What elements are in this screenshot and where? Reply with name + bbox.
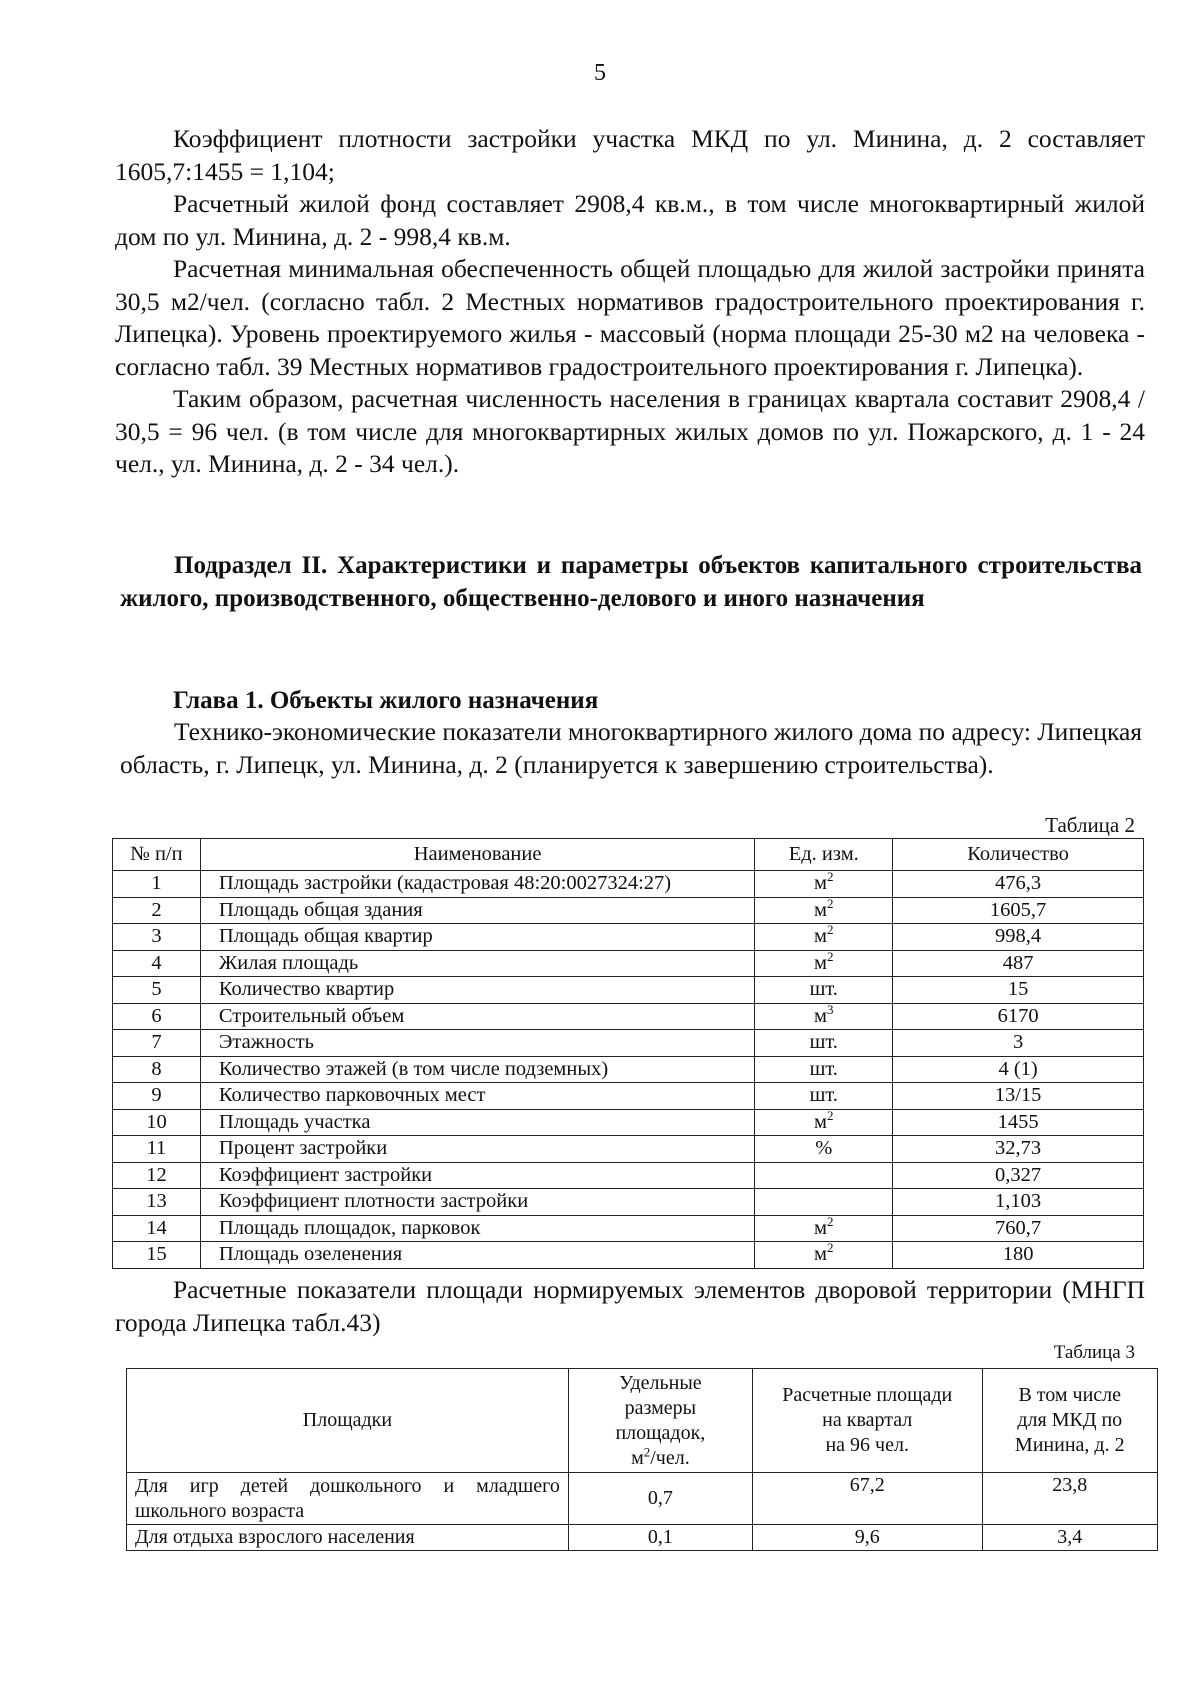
table-row — [113, 1162, 1144, 1189]
row-name: Коэффициент застройки — [200, 1162, 754, 1189]
table-row — [127, 1473, 1158, 1525]
row-number: 5 — [113, 977, 201, 1004]
row-quantity: 6170 — [893, 1003, 1144, 1030]
table-row — [127, 1525, 1158, 1551]
row-unit: $м^3$ — [755, 1003, 893, 1030]
row-quantity: 3 — [893, 1030, 1144, 1057]
row-unit: шт. — [755, 977, 893, 1004]
table-row — [113, 950, 1144, 977]
row-unit — [755, 1162, 893, 1189]
row-number: 3 — [113, 924, 201, 951]
row-number: 15 — [113, 1242, 201, 1269]
row-quantity: 13/15 — [893, 1083, 1144, 1110]
row-quantity: 0,327 — [893, 1162, 1144, 1189]
row-name: Строительный объем — [200, 1003, 754, 1030]
table-3 — [126, 1368, 1158, 1551]
table-row — [113, 1136, 1144, 1163]
row-number: 6 — [113, 1003, 201, 1030]
row-number: 7 — [113, 1030, 201, 1057]
row-unit: $м^2$ — [755, 871, 893, 898]
row-size: 0,7 — [568, 1473, 752, 1525]
row-size: 0,1 — [568, 1525, 752, 1551]
row-quantity: 476,3 — [893, 871, 1144, 898]
row-name: Для игр детей дошкольного и младшего школьного возраста — [127, 1473, 569, 1525]
row-number: 9 — [113, 1083, 201, 1110]
row-name: Количество этажей (в том числе подземных) — [200, 1056, 754, 1083]
row-unit: $м^2$ — [755, 924, 893, 951]
row-name: Площадь участка — [200, 1109, 754, 1136]
row-number: 2 — [113, 897, 201, 924]
row-unit: шт. — [755, 1083, 893, 1110]
row-name: Площадь площадок, парковок — [200, 1215, 754, 1242]
table-header-row — [113, 839, 1144, 871]
column-header-quantity: Количество — [893, 839, 1144, 871]
table-row — [113, 1215, 1144, 1242]
row-name: Площадь озеленения — [200, 1242, 754, 1269]
row-unit: $м^2$ — [755, 1242, 893, 1269]
table-2-caption: Таблица 2 — [1045, 813, 1135, 837]
row-mkd: 3,4 — [982, 1525, 1157, 1551]
table-header-row — [127, 1369, 1158, 1473]
paragraph-housing-fund: Расчетный жилой фонд составляет 2908,4 кв.м., в том числе многоквартирный жилой дом по ул. Минина, д. 2 - 998,4 кв.м. — [115, 189, 1145, 251]
row-name: Жилая площадь — [200, 950, 754, 977]
row-quantity: 1455 — [893, 1109, 1144, 1136]
table-row — [113, 871, 1144, 898]
column-header-specific-size: Удельные размеры площадок, $м^2$/чел. — [568, 1369, 752, 1473]
row-number: 10 — [113, 1109, 201, 1136]
row-number: 4 — [113, 950, 201, 977]
row-quantity: 1,103 — [893, 1189, 1144, 1216]
table-row — [113, 1003, 1144, 1030]
row-number: 8 — [113, 1056, 201, 1083]
row-quantity: 760,7 — [893, 1215, 1144, 1242]
table-row — [113, 1083, 1144, 1110]
row-number: 1 — [113, 871, 201, 898]
table-row — [113, 977, 1144, 1004]
table-row — [113, 1056, 1144, 1083]
table-row — [113, 1109, 1144, 1136]
column-header-playgrounds: Площадки — [127, 1369, 569, 1473]
column-header-quarter-area: Расчетные площади на квартал на 96 чел. — [752, 1369, 982, 1473]
table-3-caption: Таблица 3 — [1053, 1342, 1135, 1363]
paragraph-tep-intro: Технико-экономические показатели многоквартирного жилого дома по адресу: Липецкая область, г. Липецк, ул. Минина, д. 2 (планируется к завершению строительства). — [120, 717, 1142, 779]
row-quantity: 15 — [893, 977, 1144, 1004]
row-unit: $м^2$ — [755, 1215, 893, 1242]
row-name: Количество парковочных мест — [200, 1083, 754, 1110]
intro-text — [120, 716, 1142, 781]
row-unit: % — [755, 1136, 893, 1163]
row-number: 11 — [113, 1136, 201, 1163]
body-text — [115, 123, 1145, 481]
row-name: Коэффициент плотности застройки — [200, 1189, 754, 1216]
row-quarter: 9,6 — [752, 1525, 982, 1551]
paragraph-yard-indicators: Расчетные показатели площади нормируемых элементов дворовой территории (МНГП города Липецка табл.43) — [115, 1275, 1145, 1337]
row-number: 13 — [113, 1189, 201, 1216]
table-row — [113, 924, 1144, 951]
row-mkd: 23,8 — [982, 1473, 1157, 1525]
row-quarter: 67,2 — [752, 1473, 982, 1525]
row-name: Процент застройки — [200, 1136, 754, 1163]
table-row — [113, 1030, 1144, 1057]
paragraph-density: Коэффициент плотности застройки участка МКД по ул. Минина, д. 2 составляет 1605,7:1455 = 1,104; — [115, 124, 1145, 186]
row-name: Площадь общая здания — [200, 897, 754, 924]
row-name: Площадь застройки (кадастровая 48:20:0027324:27) — [200, 871, 754, 898]
row-unit: $м^2$ — [755, 897, 893, 924]
table-row — [113, 1189, 1144, 1216]
row-unit: шт. — [755, 1056, 893, 1083]
row-name: Для отдыха взрослого населения — [127, 1525, 569, 1551]
row-unit: шт. — [755, 1030, 893, 1057]
row-quantity: 998,4 — [893, 924, 1144, 951]
row-quantity: 180 — [893, 1242, 1144, 1269]
column-header-unit: Ед. изм. — [755, 839, 893, 871]
section-heading: Подраздел II. Характеристики и параметры объектов капитального строительства жилого, производственного, общественно-делового и иного назначения — [120, 552, 1142, 612]
row-number: 12 — [113, 1162, 201, 1189]
table-3-intro — [115, 1274, 1145, 1339]
column-header-mkd: В том числе для МКД по Минина, д. 2 — [982, 1369, 1157, 1473]
row-number: 14 — [113, 1215, 201, 1242]
table-row — [113, 897, 1144, 924]
row-quantity: 32,73 — [893, 1136, 1144, 1163]
row-unit: $м^2$ — [755, 950, 893, 977]
table-row — [113, 1242, 1144, 1269]
page-number: 5 — [594, 60, 606, 86]
paragraph-min-provision: Расчетная минимальная обеспеченность общей площадью для жилой застройки принята 30,5 м2/чел. (согласно табл. 2 Местных нормативов градостроительного проектирования г. Липецка). Уровень проектируемого жилья - массовый (норма площади 25-30 м2 на человека - согласно табл. 39 Местных нормативов градостроительного проектирования г. Липецка). — [115, 254, 1145, 381]
paragraph-population: Таким образом, расчетная численность населения в границах квартала составит 2908,4 / 30,5 = 96 чел. (в том числе для многоквартирных жилых домов по ул. Пожарского, д. 1 - 24 чел., ул. Минина, д. 2 - 34 чел.). — [115, 384, 1145, 478]
row-name: Этажность — [200, 1030, 754, 1057]
row-unit: $м^2$ — [755, 1109, 893, 1136]
column-header-name: Наименование — [200, 839, 754, 871]
chapter-heading: Глава 1. Объекты жилого назначения — [173, 687, 599, 714]
row-quantity: 4 (1) — [893, 1056, 1144, 1083]
column-header-number: № п/п — [113, 839, 201, 871]
row-unit — [755, 1189, 893, 1216]
table-2 — [112, 838, 1144, 1269]
row-name: Количество квартир — [200, 977, 754, 1004]
row-quantity: 487 — [893, 950, 1144, 977]
row-quantity: 1605,7 — [893, 897, 1144, 924]
row-name: Площадь общая квартир — [200, 924, 754, 951]
